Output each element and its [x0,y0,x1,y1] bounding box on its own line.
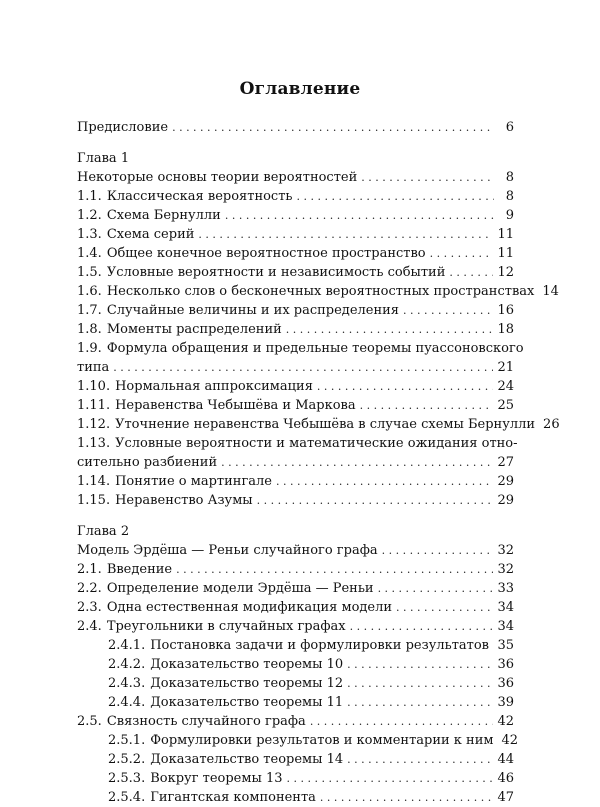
page-number: 33 [497,579,514,598]
section-title: Доказательство теоремы 10 [150,657,343,672]
toc-entry-label [77,472,272,491]
page-number: 32 [497,541,514,560]
toc-entry-label [108,693,343,712]
page-number: 44 [497,750,514,769]
toc-entry[interactable] [77,396,514,415]
toc-entry[interactable] [77,769,514,788]
leader-dots [113,358,493,377]
toc-entry[interactable] [77,187,514,206]
leader-dots [396,598,493,617]
toc-entry[interactable] [77,282,514,301]
section-title: Вокруг теоремы 13 [150,771,282,786]
section-number: 2.5.2. [108,752,145,767]
section-title: Постановка задачи и формулировки результатов [150,638,489,653]
page-number: 42 [502,731,519,750]
toc-entry[interactable] [77,750,514,769]
toc-entry-label [77,168,357,187]
leader-dots [287,769,494,788]
toc-entry-label: Предисловие [77,118,168,137]
page-number: 35 [497,636,514,655]
toc-entry[interactable] [77,225,514,244]
section-number: 2.5.1. [108,733,145,748]
section-number: 2.2. [77,581,102,596]
page-number: 36 [497,655,514,674]
leader-dots [276,472,493,491]
toc-entry[interactable] [77,731,514,750]
leader-dots [449,263,493,282]
leader-dots [378,579,494,598]
toc-entry-label [77,339,524,358]
toc-entry-label [108,674,343,693]
toc-entry-label [77,712,306,731]
section-title: Доказательство теоремы 11 [150,695,343,710]
leader-dots [347,750,493,769]
page-number: 46 [497,769,514,788]
toc-entry-label [77,598,392,617]
section-number: 2.5. [77,714,102,729]
toc-entry-label [77,453,217,472]
section-title: Связность случайного графа [107,714,306,729]
section-number: 1.5. [77,265,102,280]
page-number: 8 [498,168,514,187]
toc-entry-label [77,320,282,339]
leader-dots [361,168,494,187]
page-number: 27 [497,453,514,472]
section-title: Уточнение неравенства Чебышёва в случае схемы Бернулли [115,417,535,432]
section-title: Одна естественная модификация модели [107,600,392,615]
toc-entry-label [77,225,194,244]
toc-entry[interactable] [77,415,514,434]
toc-entry[interactable] [77,579,514,598]
leader-dots [350,617,494,636]
leader-dots [430,244,494,263]
toc-entry[interactable] [77,598,514,617]
page-number: 32 [497,560,514,579]
toc-entry-label [77,206,221,225]
section-title: Формулировки результатов и комментарии к ним [150,733,493,748]
section-title: Некоторые основы теории вероятностей [77,170,357,185]
toc-entry-label [77,415,535,434]
page-number: 36 [497,674,514,693]
section-title: Несколько слов о бесконечных вероятностных пространствах [107,284,535,299]
leader-dots [310,712,494,731]
toc-entry-label [77,301,399,320]
toc-entry-label [108,788,316,807]
leader-dots [221,453,493,472]
section-number: 1.1. [77,189,102,204]
section-title: Нормальная аппроксимация [115,379,313,394]
section-title: Случайные величины и их распределения [107,303,399,318]
section-number: 2.3. [77,600,102,615]
section-number: 2.5.4. [108,790,145,805]
toc-entry[interactable] [77,491,514,510]
section-number: 2.4. [77,619,102,634]
leader-dots [286,320,494,339]
page-number: 34 [497,598,514,617]
toc-entry-label [77,617,346,636]
toc-entry[interactable] [77,655,514,674]
toc-entry-label [77,187,292,206]
toc-entry[interactable] [77,453,514,472]
page-number: 11 [497,225,514,244]
chapter-heading: Глава 1 [77,149,514,168]
page-number: 42 [497,712,514,731]
leader-dots [360,396,494,415]
section-number: 1.4. [77,246,102,261]
toc-entry-label [77,491,253,510]
page-number: 11 [497,244,514,263]
page-number: 8 [498,187,514,206]
toc-entry-label [77,263,445,282]
section-title: сительно разбиений [77,455,217,470]
toc-entry[interactable] [77,472,514,491]
section-number: 1.15. [77,493,110,508]
page-number: 25 [497,396,514,415]
page-number: 34 [497,617,514,636]
toc-entry-label [77,560,172,579]
section-number: 2.4.2. [108,657,145,672]
section-title: Доказательство теоремы 12 [150,676,343,691]
page-number: 16 [497,301,514,320]
leader-dots [403,301,493,320]
section-number: 1.13. [77,436,110,451]
toc-entry[interactable] [77,320,514,339]
toc-entry-label [108,769,283,788]
toc-entry-label [77,434,518,453]
section-title: Классическая вероятность [107,189,293,204]
page-number: 29 [497,472,514,491]
toc-entry[interactable] [77,206,514,225]
page-number: 24 [497,377,514,396]
spacer [77,137,514,149]
page-number: 18 [497,320,514,339]
section-title: Треугольники в случайных графах [107,619,346,634]
leader-dots [317,377,494,396]
page-number: 9 [498,206,514,225]
page-title: Оглавление [0,79,600,99]
toc-entry[interactable] [77,263,514,282]
section-title: Условные вероятности и независимость событий [107,265,446,280]
section-title: Гигантская компонента [150,790,316,805]
section-title: Введение [107,562,172,577]
leader-dots [320,788,494,807]
leader-dots [176,560,493,579]
toc-entry-label [108,655,343,674]
section-number: 1.8. [77,322,102,337]
section-number: 1.2. [77,208,102,223]
page-number: 12 [497,263,514,282]
section-title: Схема Бернулли [107,208,221,223]
leader-dots [296,187,494,206]
section-number: 2.4.1. [108,638,145,653]
toc-entry[interactable] [77,301,514,320]
toc-entry[interactable] [77,617,514,636]
section-number: 2.5.3. [108,771,145,786]
toc-entry-label [77,579,374,598]
section-number: 1.12. [77,417,110,432]
toc-entry[interactable] [77,712,514,731]
toc-entry[interactable] [77,434,514,453]
page-number: 29 [497,491,514,510]
chapters-list [77,137,514,807]
section-title: Модель Эрдёша — Реньи случайного графа [77,543,378,558]
toc-entry-label [77,541,378,560]
page-number: 47 [497,788,514,807]
section-title: Общее конечное вероятностное пространство [107,246,426,261]
toc-entry[interactable] [77,636,514,655]
toc-entry[interactable] [77,358,514,377]
section-number: 1.6. [77,284,102,299]
toc-entry-label [108,750,343,769]
section-number: 1.9. [77,341,102,356]
leader-dots [225,206,494,225]
toc-entry[interactable] [77,693,514,712]
leader-dots [347,655,493,674]
section-number: 1.3. [77,227,102,242]
section-number: 1.11. [77,398,110,413]
page-number: 21 [497,358,514,377]
section-number: 1.14. [77,474,110,489]
page-number: 26 [543,415,560,434]
section-number: 2.4.4. [108,695,145,710]
section-number: 1.7. [77,303,102,318]
section-title: Доказательство теоремы 14 [150,752,343,767]
section-title: Схема серий [107,227,195,242]
leader-dots [257,491,494,510]
section-title: типа [77,360,109,375]
section-title: Неравенство Азумы [115,493,253,508]
toc-entry[interactable] [77,339,514,358]
chapter-heading: Глава 2 [77,522,514,541]
toc-entry-label [77,358,109,377]
leader-dots [172,118,494,137]
spacer [77,510,514,522]
toc-entry[interactable] [77,168,514,187]
section-title: Условные вероятности и математические ожидания отно- [115,436,517,451]
leader-dots [347,674,493,693]
toc-entry-label [108,731,494,750]
toc-entry[interactable] [77,560,514,579]
section-title: Моменты распределений [107,322,282,337]
toc-entry-label [108,636,489,655]
toc-entry[interactable] [77,377,514,396]
page-number: 14 [542,282,559,301]
leader-dots [382,541,494,560]
page-number: 6 [498,118,514,137]
toc-entry[interactable] [77,788,514,807]
section-title: Определение модели Эрдёша — Реньи [107,581,374,596]
table-of-contents [77,118,514,807]
section-title: Неравенства Чебышёва и Маркова [115,398,356,413]
toc-entry-label [77,244,426,263]
toc-entry[interactable] [77,541,514,560]
page-number: 39 [497,693,514,712]
toc-entry[interactable] [77,674,514,693]
toc-entry-preface[interactable] [77,118,514,137]
leader-dots [347,693,493,712]
section-number: 1.10. [77,379,110,394]
leader-dots [198,225,493,244]
toc-entry[interactable] [77,244,514,263]
toc-entry-label [77,396,356,415]
toc-entry-label [77,282,534,301]
section-number: 2.1. [77,562,102,577]
section-title: Понятие о мартингале [115,474,272,489]
section-number: 2.4.3. [108,676,145,691]
toc-entry-label [77,377,313,396]
section-title: Формула обращения и предельные теоремы пуассоновского [107,341,524,356]
